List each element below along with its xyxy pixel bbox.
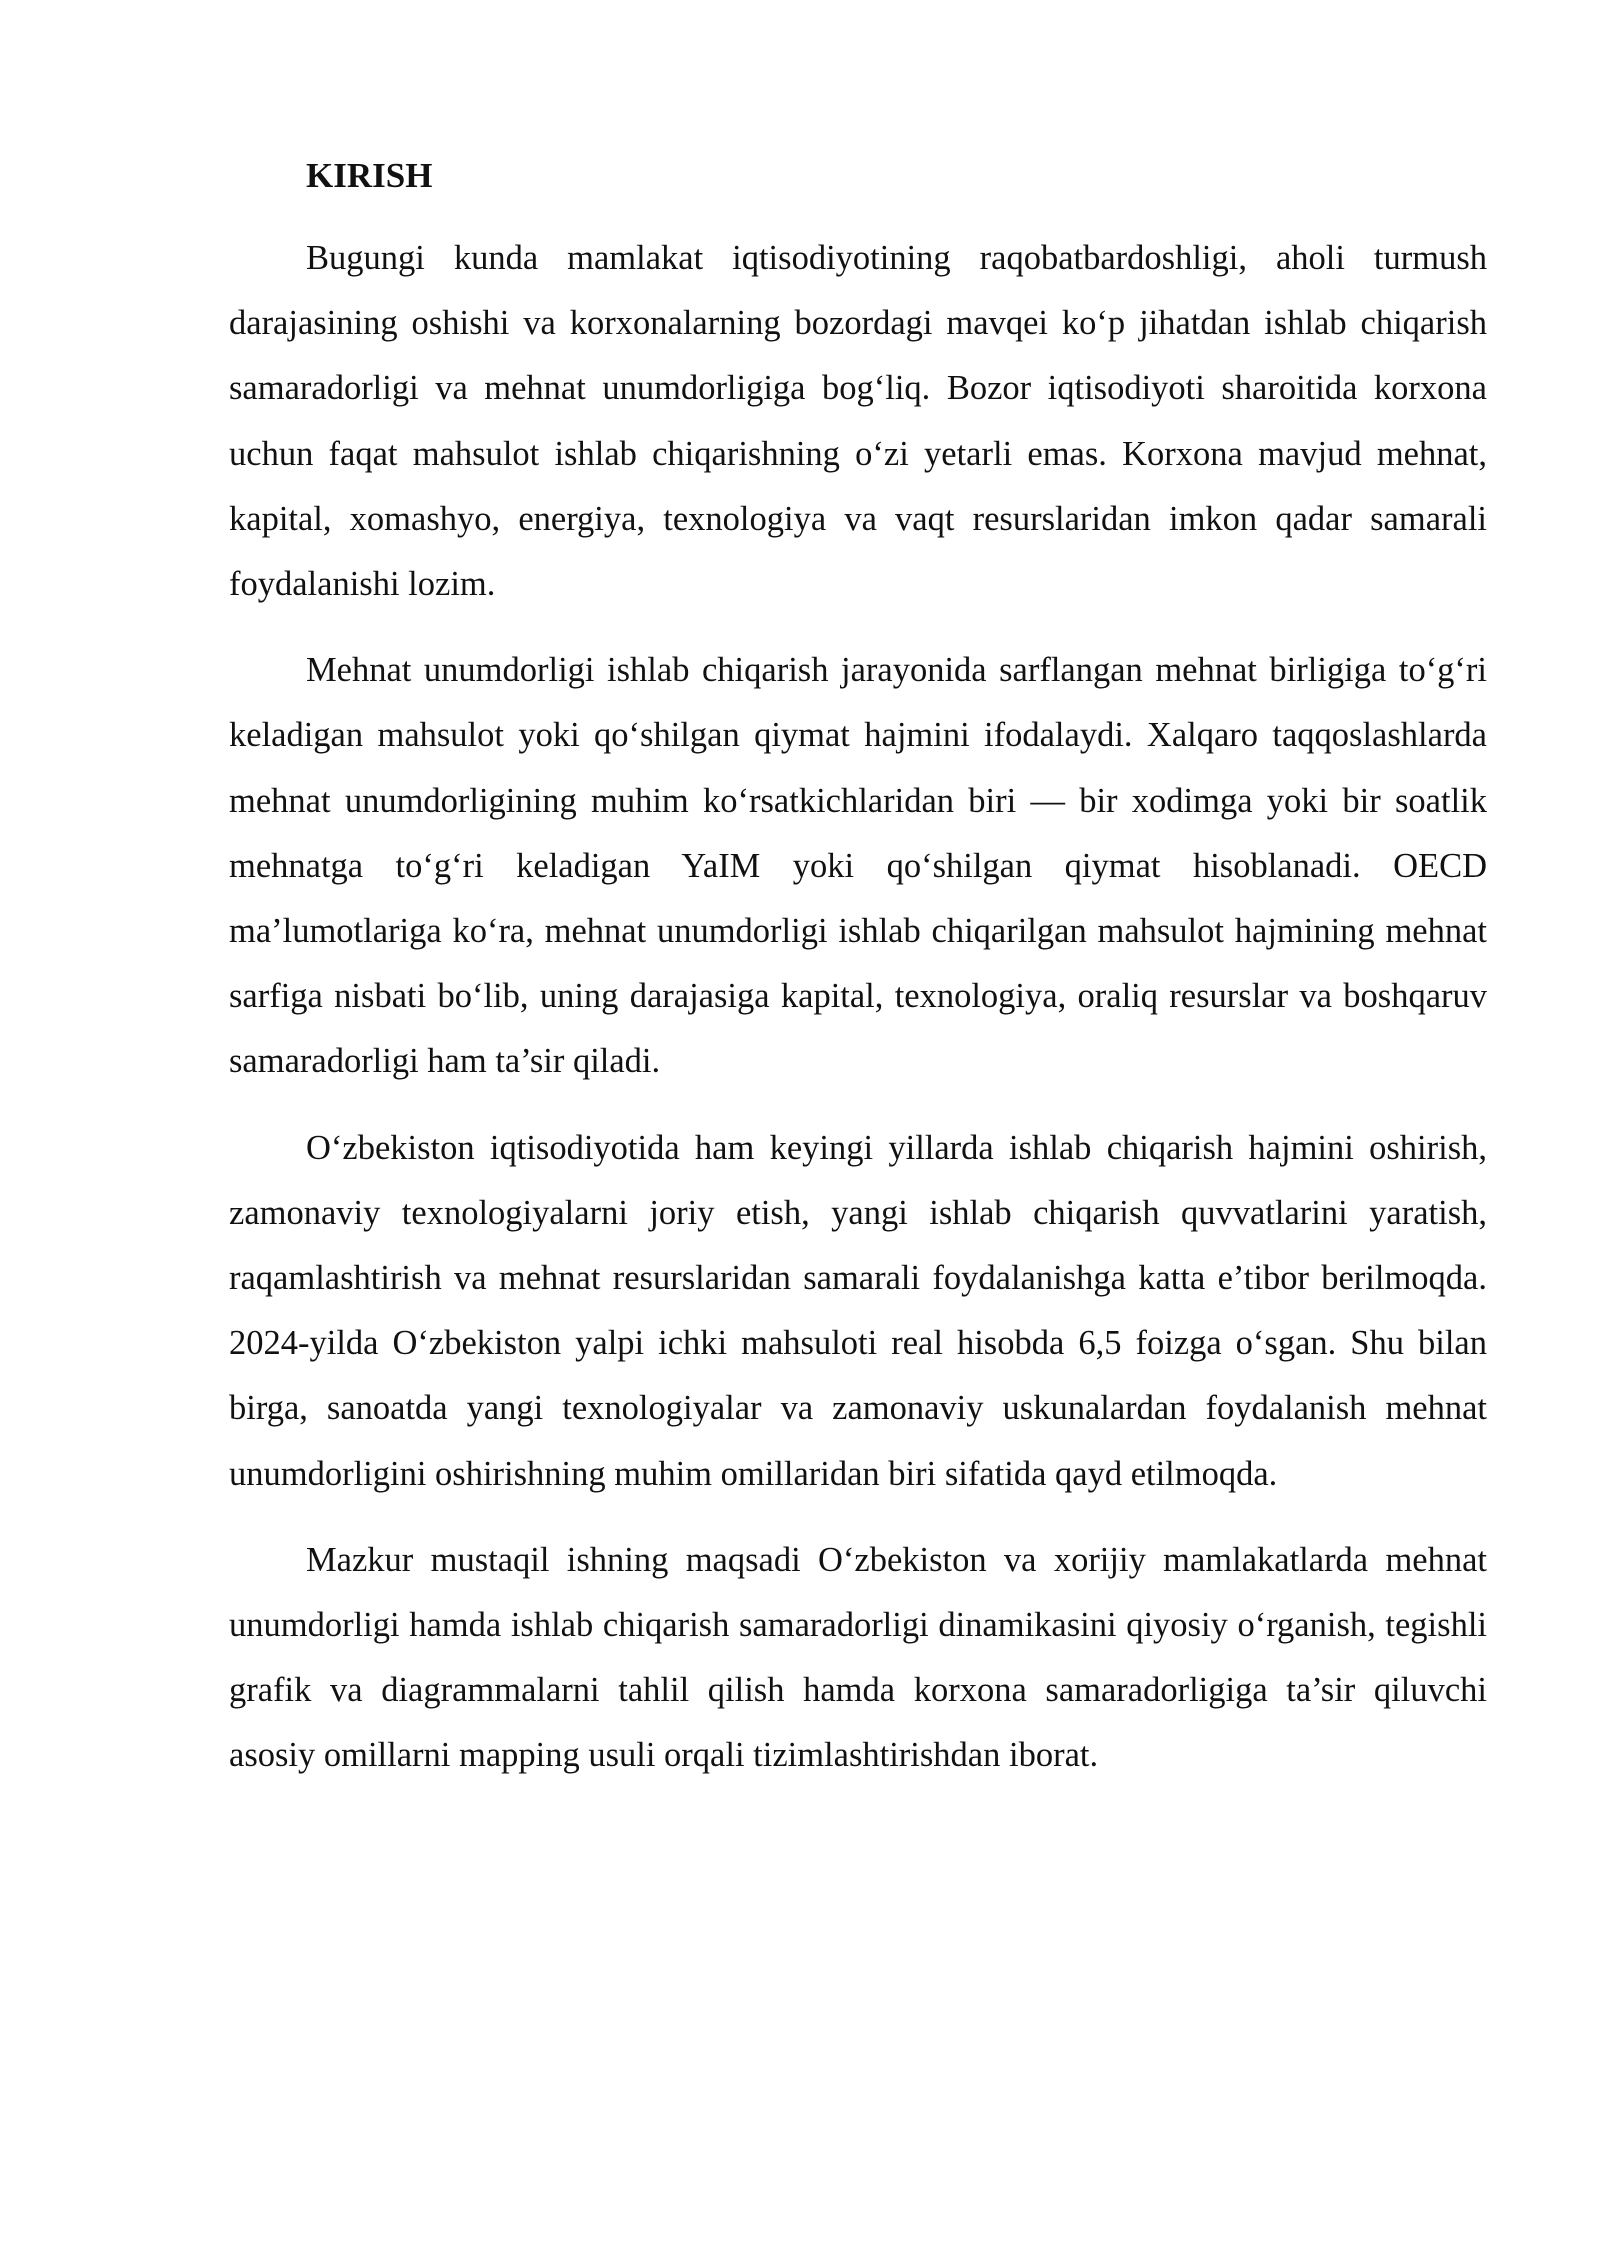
paragraph-2: Mehnat unumdorligi ishlab chiqarish jarayonida sarflangan mehnat birligiga to‘g‘ri keladigan mahsulot yoki qo‘shilgan qiymat hajmini ifodalaydi. Xalqaro taqqoslashlarda mehnat unumdorligining muhim ko‘rsatkichlaridan biri — bir xodimga yoki bir soatlik mehnatga to‘g‘ri keladigan YaIM yoki qo‘shilgan qiymat hisoblanadi. OECD ma’lumotlariga ko‘ra, mehnat unumdorligi ishlab chiqarilgan mahsulot hajmining mehnat sarfiga nisbati bo‘lib, uning darajasiga kapital, texnologiya, oraliq resurslar va boshqaruv samaradorligi ham ta’sir qiladi. bbox=[229, 651, 1487, 1081]
paragraph-4: Mazkur mustaqil ishning maqsadi O‘zbekiston va xorijiy mamlakatlarda mehnat unumdorligi hamda ishlab chiqarish samaradorligi dinamikasini qiyosiy o‘rganish, tegishli grafik va diagrammalarni tahlil qilish hamda korxona samaradorligiga ta’sir qiluvchi asosiy omillarni mapping usuli orqali tizimlashtirishdan iborat. bbox=[229, 1540, 1487, 1775]
document-page bbox=[229, 152, 1487, 1810]
paragraph-1: Bugungi kunda mamlakat iqtisodiyotining raqobatbardoshligi, aholi turmush darajasining oshishi va korxonalarning bozordagi mavqei ko‘p jihatdan ishlab chiqarish samaradorligi va mehnat unumdorligiga bog‘liq. Bozor iqtisodiyoti sharoitida korxona uchun faqat mahsulot ishlab chiqarishning o‘zi yetarli emas. Korxona mavjud mehnat, kapital, xomashyo, energiya, texnologiya va vaqt resurslaridan imkon qadar samarali foydalanishi lozim. bbox=[229, 239, 1487, 604]
section-heading: KIRISH bbox=[306, 156, 433, 195]
paragraph-3: O‘zbekiston iqtisodiyotida ham keyingi yillarda ishlab chiqarish hajmini oshirish, zamonaviy texnologiyalarni joriy etish, yangi ishlab chiqarish quvvatlarini yaratish, raqamlashtirish va mehnat resurslaridan samarali foydalanishga katta e’tibor berilmoqda. 2024-yilda O‘zbekiston yalpi ichki mahsuloti real hisobda 6,5 foizga o‘sgan. Shu bilan birga, sanoatda yangi texnologiyalar va zamonaviy uskunalardan foydalanish mehnat unumdorligini oshirishning muhim omillaridan biri sifatida qayd etilmoqda. bbox=[229, 1128, 1487, 1493]
